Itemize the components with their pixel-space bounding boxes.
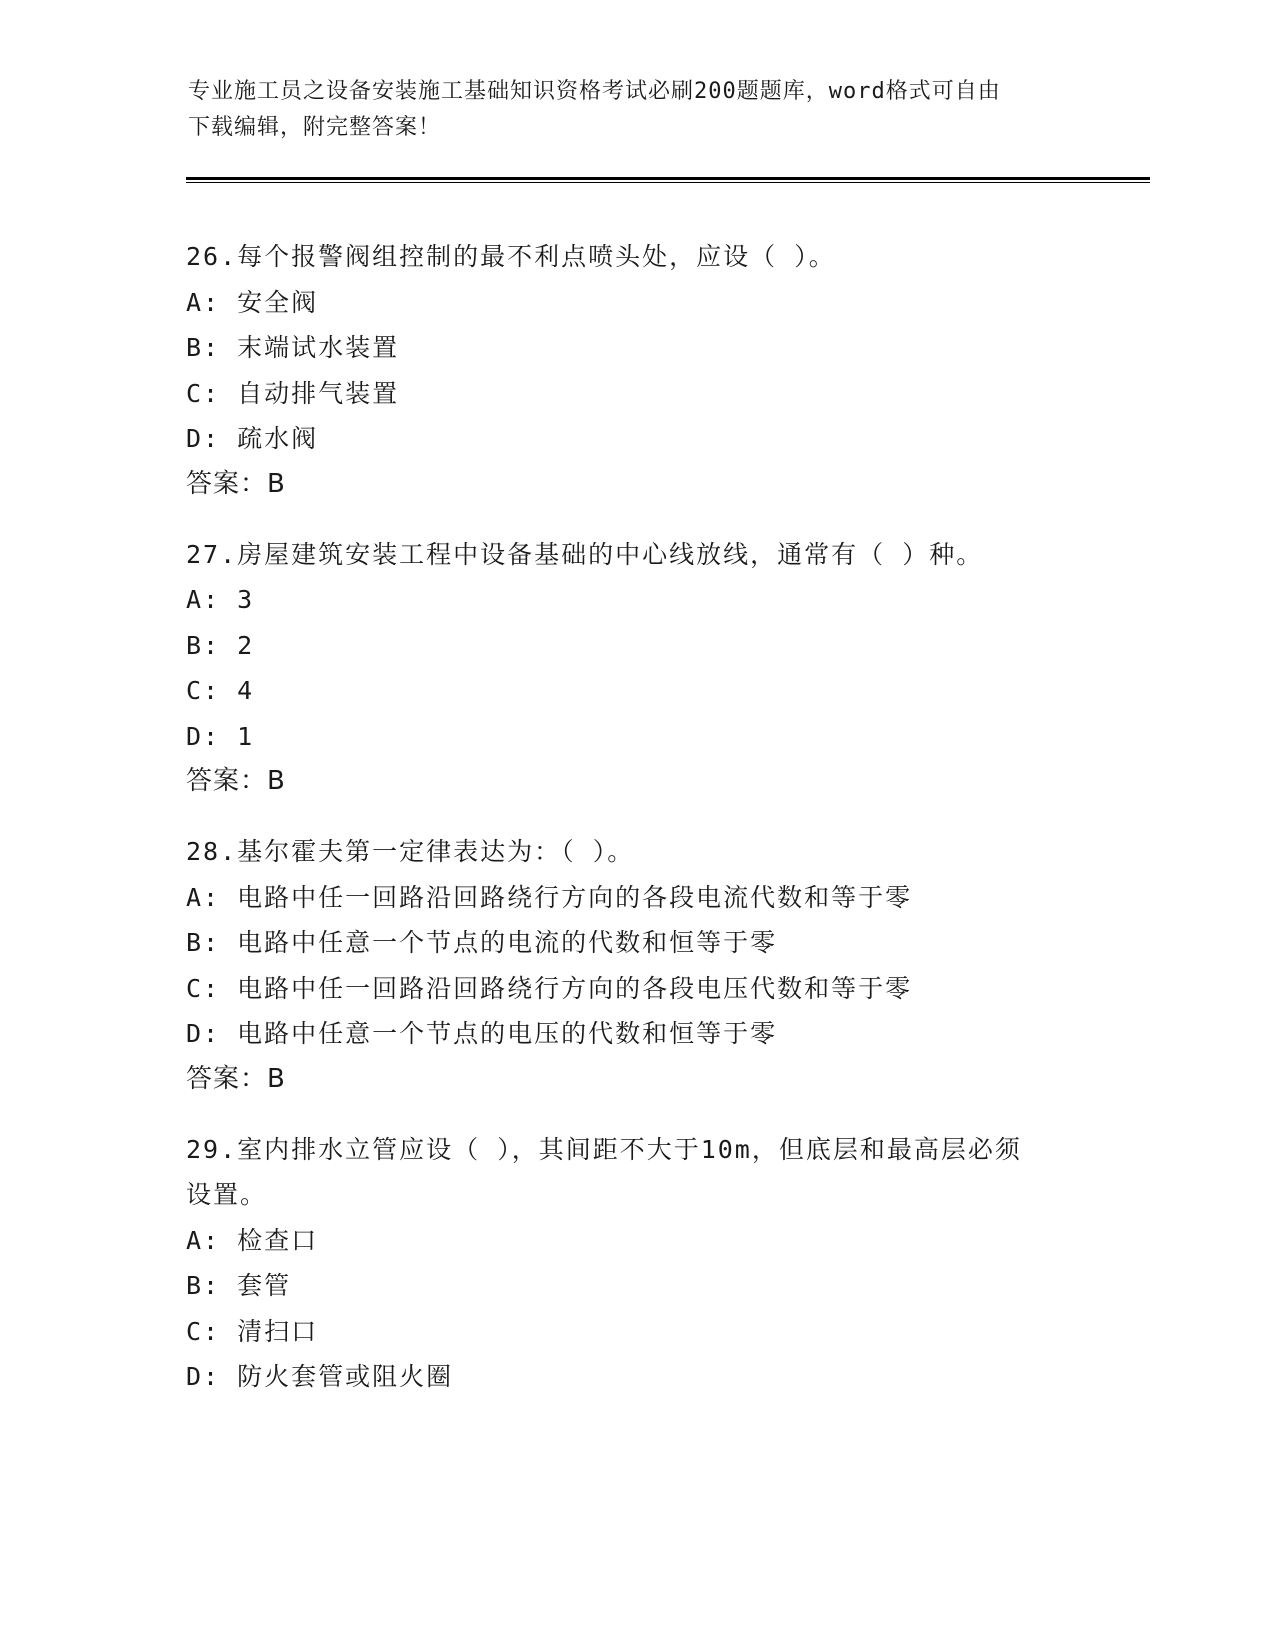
document-header [188, 74, 1088, 146]
question-26 [186, 234, 1086, 507]
question-28 [186, 829, 1086, 1102]
header-divider-thin [186, 182, 1150, 183]
option-b: B: 电路中任意一个节点的电流的代数和恒等于零 [186, 928, 778, 957]
answer-line: 答案：B [186, 766, 286, 796]
question-stem: 28.基尔霍夫第一定律表达为：（ ）。 [186, 837, 635, 866]
question-stem-line-2: 设置。 [186, 1180, 268, 1209]
answer-line: 答案：B [186, 1063, 286, 1094]
option-b: B: 2 [186, 630, 255, 660]
header-title-line-2: 下载编辑，附完整答案！ [188, 115, 442, 140]
answer-line: 答案：B [186, 468, 286, 499]
option-a: A: 安全阀 [186, 287, 319, 317]
option-d: D: 1 [186, 721, 255, 751]
option-a: A: 3 [186, 585, 255, 614]
option-d: D: 电路中任意一个节点的电压的代数和恒等于零 [186, 1019, 778, 1048]
question-list [186, 234, 1086, 1425]
option-c: C: 自动排气装置 [186, 378, 400, 408]
question-stem: 26.每个报警阀组控制的最不利点喷头处，应设（ ）。 [186, 242, 836, 271]
header-title-line-1: 专业施工员之设备安装施工基础知识资格考试必刷200题题库，word格式可自由 [188, 79, 1001, 104]
option-a: A: 电路中任一回路沿回路绕行方向的各段电流代数和等于零 [186, 882, 913, 912]
option-c: C: 4 [186, 676, 255, 705]
option-d: D: 疏水阀 [186, 424, 319, 453]
question-stem-line-1: 29.室内排水立管应设（ ），其间距不大于10m，但底层和最高层必须 [186, 1134, 1022, 1164]
option-c: C: 清扫口 [186, 1316, 319, 1346]
question-stem: 27.房屋建筑安装工程中设备基础的中心线放线，通常有（ ）种。 [186, 539, 984, 569]
header-divider-thick [186, 177, 1150, 180]
question-29 [186, 1127, 1086, 1400]
option-a: A: 检查口 [186, 1225, 319, 1255]
option-b: B: 套管 [186, 1271, 292, 1300]
option-d: D: 防火套管或阻火圈 [186, 1362, 454, 1391]
option-c: C: 电路中任一回路沿回路绕行方向的各段电压代数和等于零 [186, 973, 913, 1003]
option-b: B: 末端试水装置 [186, 333, 400, 362]
question-27 [186, 532, 1086, 805]
